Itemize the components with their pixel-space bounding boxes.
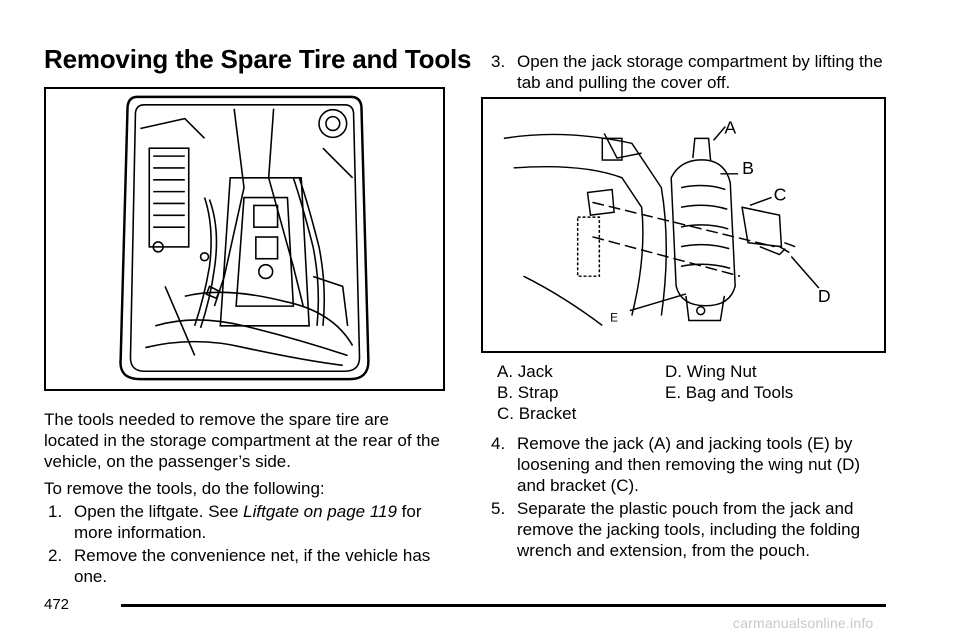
step-number: 4. [491, 434, 506, 453]
lead-paragraph: To remove the tools, do the following: [44, 479, 325, 498]
callout-e: E [610, 310, 619, 325]
step-text: Open the liftgate. See Liftgate on page 119 for more information. [74, 502, 422, 542]
step-number: 3. [491, 52, 506, 71]
callout-d: D [817, 285, 831, 306]
jack-storage-illustration [481, 97, 886, 353]
step-text: Remove the jack (A) and jacking tools (E) by loosening and then removing the wing nut (D) and bracket (C). [517, 434, 861, 495]
step-number: 5. [491, 499, 506, 518]
step-3 [491, 51, 886, 93]
step-text: Remove the convenience net, if the vehicle has one. [74, 546, 431, 586]
step-4 [491, 433, 886, 496]
step-number: 2. [48, 546, 63, 565]
step-text: Separate the plastic pouch from the jack and remove the jacking tools, including the folding wrench and extension, from the pouch. [517, 499, 861, 560]
callout-a: A [724, 117, 737, 138]
callout-b: B [742, 157, 754, 178]
page-title: Removing the Spare Tire and Tools [44, 44, 472, 74]
liftgate-reference-link[interactable]: Liftgate on page 119 [243, 502, 397, 521]
step-number: 1. [48, 502, 63, 521]
legend-item: C. Bracket [497, 404, 577, 423]
callout-c: C [773, 184, 787, 205]
storage-compartment-drawing [46, 89, 443, 389]
step-5 [491, 498, 886, 561]
jack-storage-drawing [483, 99, 884, 351]
legend-item: A. Jack [497, 362, 553, 381]
footer-rule [121, 604, 886, 607]
step-2 [48, 545, 446, 587]
step-1 [48, 501, 446, 543]
intro-paragraph: The tools needed to remove the spare tire are located in the storage compartment at the rear of the vehicle, on the passenger’s side. [44, 410, 440, 471]
storage-compartment-illustration [44, 87, 445, 391]
legend-item: D. Wing Nut [665, 362, 757, 381]
watermark: carmanualsonline.info [733, 615, 874, 631]
legend-item: E. Bag and Tools [665, 383, 794, 402]
step-text: Open the jack storage compartment by lifting the tab and pulling the cover off. [517, 52, 883, 92]
page-number: 472 [44, 596, 70, 613]
legend-item: B. Strap [497, 383, 559, 402]
